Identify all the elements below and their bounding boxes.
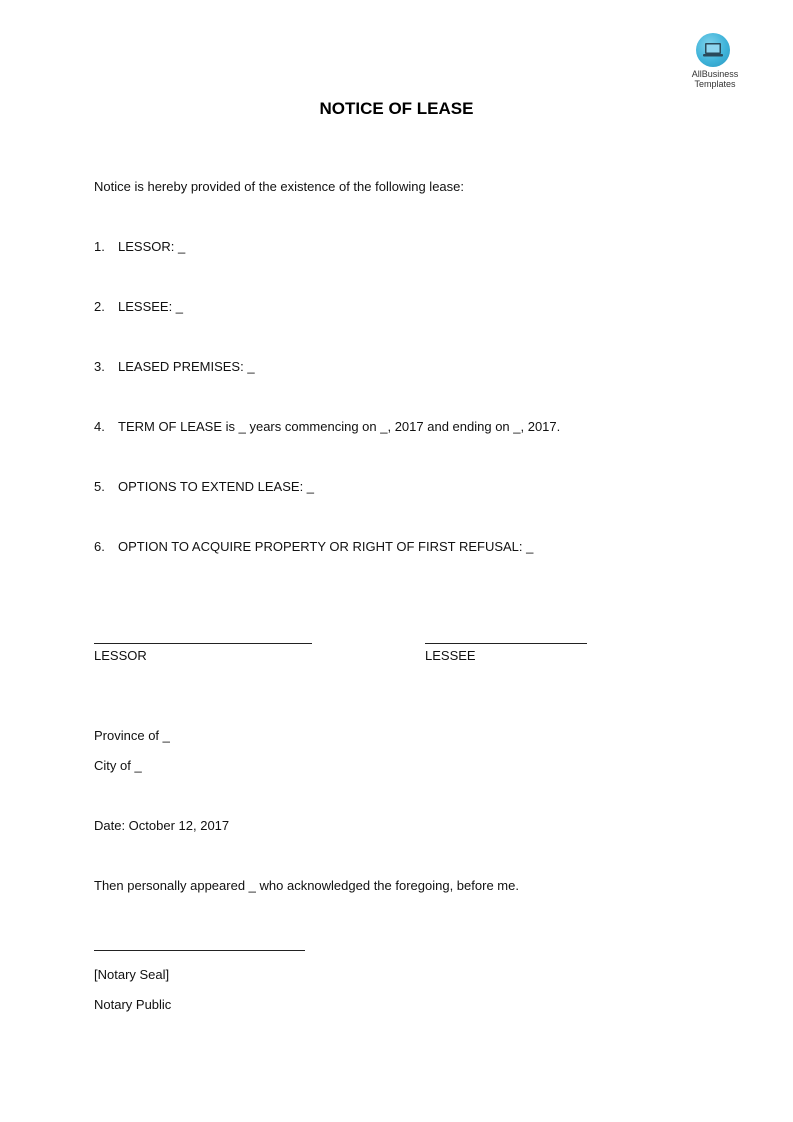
item-text: LESSOR: _	[118, 239, 186, 254]
notary-public-label: Notary Public	[94, 997, 172, 1012]
notary-signature-line	[94, 950, 305, 951]
item-number: 6.	[94, 539, 105, 554]
lessor-signature-label: LESSOR	[94, 648, 147, 663]
item-number: 4.	[94, 419, 105, 434]
item-text: OPTIONS TO EXTEND LEASE: _	[118, 479, 315, 494]
item-text: TERM OF LEASE is _ years commencing on _, 2017 and ending on _, 2017.	[118, 419, 561, 434]
item-number: 5.	[94, 479, 105, 494]
lessee-signature-label: LESSEE	[425, 648, 476, 663]
intro-paragraph: Notice is hereby provided of the existence of the following lease:	[94, 179, 464, 194]
item-text: LEASED PREMISES: _	[118, 359, 255, 374]
logo-text-line1: AllBusiness	[691, 69, 739, 79]
lessee-signature-line	[425, 643, 587, 644]
document-title: NOTICE OF LEASE	[319, 99, 474, 118]
item-number: 2.	[94, 299, 105, 314]
item-text: LESSEE: _	[118, 299, 184, 314]
city-line: City of _	[94, 758, 142, 773]
laptop-icon	[696, 33, 730, 67]
item-number: 3.	[94, 359, 105, 374]
item-text: OPTION TO ACQUIRE PROPERTY OR RIGHT OF FIRST REFUSAL: _	[118, 539, 534, 554]
notary-seal-label: [Notary Seal]	[94, 967, 170, 982]
date-line: Date: October 12, 2017	[94, 818, 230, 833]
acknowledgment-paragraph: Then personally appeared _ who acknowledged the foregoing, before me.	[94, 878, 519, 893]
province-line: Province of _	[94, 728, 170, 743]
lessor-signature-line	[94, 643, 312, 644]
item-number: 1.	[94, 239, 105, 254]
logo-text-line2: Templates	[694, 79, 736, 89]
logo-badge	[696, 33, 730, 67]
